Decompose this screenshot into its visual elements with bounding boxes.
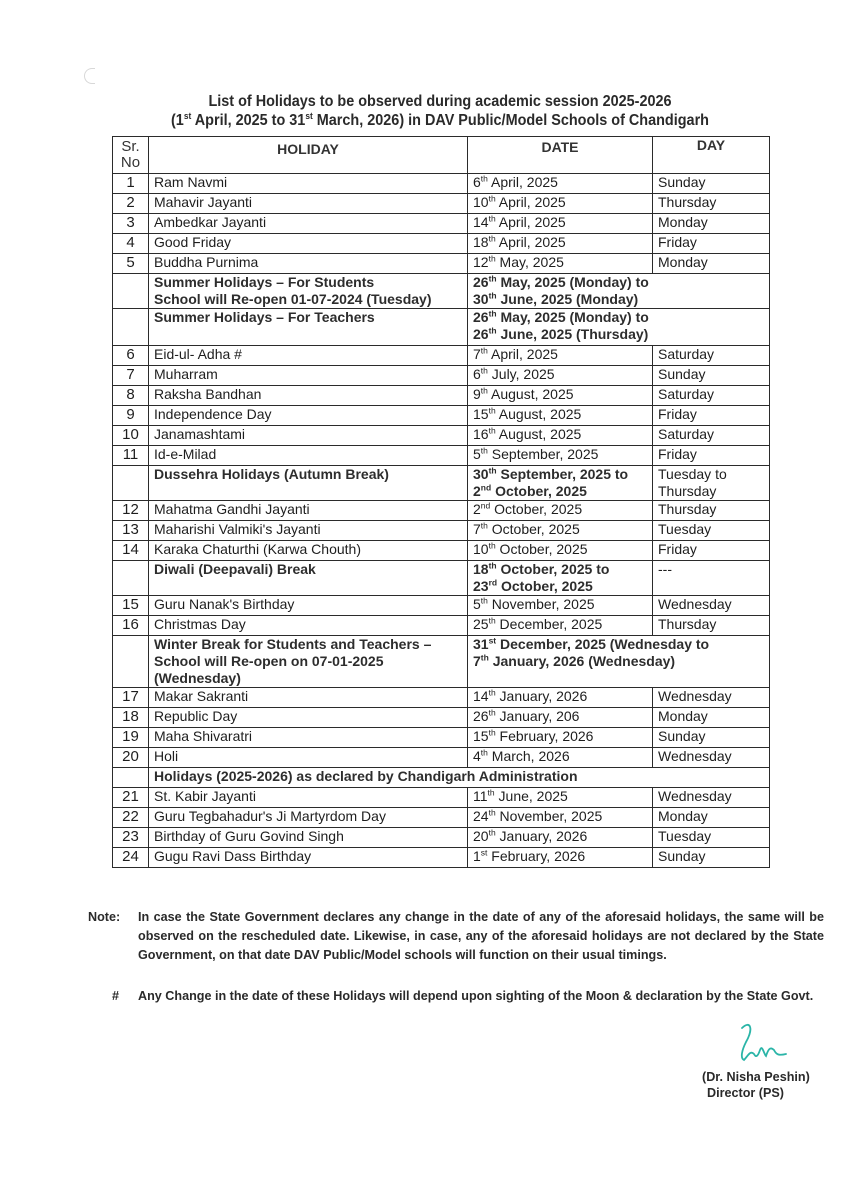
- table-row: [113, 688, 770, 708]
- document-title: [124, 92, 756, 130]
- sr-no: 11: [113, 446, 149, 466]
- sr-no: 12: [113, 501, 149, 521]
- note: [88, 908, 824, 965]
- holiday-day: Sunday: [653, 366, 770, 386]
- table-row: [113, 346, 770, 366]
- winter-break-row: [113, 636, 770, 688]
- sr-no: 23: [113, 828, 149, 848]
- table-row: [113, 386, 770, 406]
- note-text: In case the State Government declares any change in the date of any of the aforesaid holidays, the same will be observed on the rescheduled date. Likewise, in case, any of the aforesaid holidays are not declared by the State Government, on that date DAV Public/Model schools will function on their usual timings.: [138, 910, 824, 962]
- holiday-date: 4th March, 2026: [468, 748, 653, 768]
- holiday-name: Summer Holidays – For Students School will Re-open 01-07-2024 (Tuesday): [149, 274, 468, 309]
- sr-no: 16: [113, 616, 149, 636]
- holiday-name: Ram Navmi: [149, 174, 468, 194]
- sr-no: 8: [113, 386, 149, 406]
- holiday-date: 16th August, 2025: [468, 426, 653, 446]
- holiday-name: Summer Holidays – For Teachers: [149, 309, 468, 346]
- holiday-name: Ambedkar Jayanti: [149, 214, 468, 234]
- holiday-date: 10th April, 2025: [468, 194, 653, 214]
- table-row: [113, 748, 770, 768]
- table-row: [113, 426, 770, 446]
- holiday-name: Guru Nanak's Birthday: [149, 596, 468, 616]
- holiday-date: 7th April, 2025: [468, 346, 653, 366]
- holiday-day: Tuesday: [653, 521, 770, 541]
- holiday-name: Muharram: [149, 366, 468, 386]
- sr-no: 15: [113, 596, 149, 616]
- holiday-name: Raksha Bandhan: [149, 386, 468, 406]
- note-label: Note:: [88, 910, 121, 924]
- table-row: [113, 234, 770, 254]
- holiday-day: Friday: [653, 406, 770, 426]
- holiday-day: Sunday: [653, 174, 770, 194]
- sr-no: 19: [113, 728, 149, 748]
- table-row: [113, 788, 770, 808]
- holiday-name: Buddha Purnima: [149, 254, 468, 274]
- table-row: [113, 446, 770, 466]
- holiday-date: 18th October, 2025 to 23rd October, 2025: [468, 561, 653, 596]
- holiday-name: Birthday of Guru Govind Singh: [149, 828, 468, 848]
- holiday-date: 30th September, 2025 to 2nd October, 2025: [468, 466, 653, 501]
- holiday-day: Saturday: [653, 426, 770, 446]
- table-row: [113, 501, 770, 521]
- table-row: [113, 254, 770, 274]
- holiday-day: Friday: [653, 541, 770, 561]
- sr-no: 5: [113, 254, 149, 274]
- holiday-date: 1st February, 2026: [468, 848, 653, 868]
- table-header-row: [113, 137, 770, 174]
- moon-sighting-note: [112, 987, 824, 1006]
- table-row: [113, 214, 770, 234]
- holiday-date: 31st December, 2025 (Wednesday to 7th January, 2026 (Wednesday): [468, 636, 770, 688]
- table-body: [113, 174, 770, 868]
- holiday-day: Monday: [653, 214, 770, 234]
- holiday-day: Monday: [653, 708, 770, 728]
- sr-no: 6: [113, 346, 149, 366]
- holiday-name: Independence Day: [149, 406, 468, 426]
- table-row: [113, 596, 770, 616]
- holiday-name: Janamashtami: [149, 426, 468, 446]
- diwali-row: [113, 561, 770, 596]
- sr-no: 1: [113, 174, 149, 194]
- holiday-date: 5th November, 2025: [468, 596, 653, 616]
- sr-no: 20: [113, 748, 149, 768]
- header-day: DAY: [653, 137, 770, 174]
- holiday-name: Maharishi Valmiki's Jayanti: [149, 521, 468, 541]
- holiday-day: Monday: [653, 254, 770, 274]
- holiday-day: Friday: [653, 234, 770, 254]
- table-row: [113, 616, 770, 636]
- sr-no: 22: [113, 808, 149, 828]
- holiday-day: Saturday: [653, 346, 770, 366]
- holiday-name: Winter Break for Students and Teachers – School will Re-open on 07-01-2025 (Wednesday): [149, 636, 468, 688]
- scan-artifact: [84, 68, 95, 84]
- holiday-date: 11th June, 2025: [468, 788, 653, 808]
- sr-no: 14: [113, 541, 149, 561]
- holiday-day: Saturday: [653, 386, 770, 406]
- holiday-day: Wednesday: [653, 748, 770, 768]
- holiday-name: Maha Shivaratri: [149, 728, 468, 748]
- holiday-date: 20th January, 2026: [468, 828, 653, 848]
- table-row: [113, 828, 770, 848]
- holiday-date: 2nd October, 2025: [468, 501, 653, 521]
- holiday-name: Makar Sakranti: [149, 688, 468, 708]
- sr-no: 17: [113, 688, 149, 708]
- holiday-date: 10th October, 2025: [468, 541, 653, 561]
- holiday-date: 6th July, 2025: [468, 366, 653, 386]
- holiday-date: 9th August, 2025: [468, 386, 653, 406]
- holiday-day: Wednesday: [653, 788, 770, 808]
- holiday-date: 25th December, 2025: [468, 616, 653, 636]
- holiday-date: 14th January, 2026: [468, 688, 653, 708]
- holiday-day: Wednesday: [653, 688, 770, 708]
- sr-no: 9: [113, 406, 149, 426]
- holiday-day: Wednesday: [653, 596, 770, 616]
- header-sr-no: Sr. No: [113, 137, 149, 174]
- holiday-name: Republic Day: [149, 708, 468, 728]
- hash-label: #: [112, 989, 120, 1003]
- holiday-date: 26th May, 2025 (Monday) to 26th June, 2025 (Thursday): [468, 309, 770, 346]
- holiday-date: 14th April, 2025: [468, 214, 653, 234]
- holiday-date: 15th August, 2025: [468, 406, 653, 426]
- holiday-day: Sunday: [653, 848, 770, 868]
- table-row: [113, 406, 770, 426]
- holiday-name: Diwali (Deepavali) Break: [149, 561, 468, 596]
- holiday-table: [112, 136, 770, 868]
- table-row: [113, 174, 770, 194]
- signature-icon: [728, 1020, 788, 1070]
- holiday-date: 26th May, 2025 (Monday) to 30th June, 2025 (Monday): [468, 274, 770, 309]
- holiday-name: Guru Tegbahadur's Ji Martyrdom Day: [149, 808, 468, 828]
- holiday-date: 26th January, 206: [468, 708, 653, 728]
- sr-no: 7: [113, 366, 149, 386]
- hash-note-text: Any Change in the date of these Holidays will depend upon sighting of the Moon & declaration by the State Govt.: [138, 989, 814, 1003]
- table-row: [113, 808, 770, 828]
- sr-no: 4: [113, 234, 149, 254]
- header-holiday: HOLIDAY: [149, 137, 468, 174]
- holiday-day: Tuesday to Thursday: [653, 466, 770, 501]
- holiday-date: 24th November, 2025: [468, 808, 653, 828]
- holiday-date: 7th October, 2025: [468, 521, 653, 541]
- holiday-name: Dussehra Holidays (Autumn Break): [149, 466, 468, 501]
- holiday-name: Holi: [149, 748, 468, 768]
- table-row: [113, 521, 770, 541]
- signatory-title: Director (PS): [707, 1086, 784, 1100]
- sr-no: 21: [113, 788, 149, 808]
- holiday-name: Mahatma Gandhi Jayanti: [149, 501, 468, 521]
- sr-no: 13: [113, 521, 149, 541]
- holiday-name: Id-e-Milad: [149, 446, 468, 466]
- holiday-name: Eid-ul- Adha #: [149, 346, 468, 366]
- table-row: [113, 541, 770, 561]
- summer-teachers-row: [113, 309, 770, 346]
- sr-no: 18: [113, 708, 149, 728]
- holiday-day: Thursday: [653, 501, 770, 521]
- signatory-name: (Dr. Nisha Peshin): [702, 1070, 810, 1084]
- table-row: [113, 194, 770, 214]
- holiday-date: 15th February, 2026: [468, 728, 653, 748]
- holiday-day: Friday: [653, 446, 770, 466]
- header-date: DATE: [468, 137, 653, 174]
- holiday-name: St. Kabir Jayanti: [149, 788, 468, 808]
- holiday-date: 6th April, 2025: [468, 174, 653, 194]
- holiday-day: Monday: [653, 808, 770, 828]
- table-row: [113, 366, 770, 386]
- table-row: [113, 728, 770, 748]
- holiday-day: ---: [653, 561, 770, 596]
- holiday-name: Mahavir Jayanti: [149, 194, 468, 214]
- holiday-day: Tuesday: [653, 828, 770, 848]
- holiday-day: Sunday: [653, 728, 770, 748]
- sr-no: 10: [113, 426, 149, 446]
- title-line-1: List of Holidays to be observed during academic session 2025-2026: [208, 93, 672, 110]
- holiday-name: Gugu Ravi Dass Birthday: [149, 848, 468, 868]
- section-heading: Holidays (2025-2026) as declared by Chandigarh Administration: [149, 768, 770, 788]
- admin-section-row: [113, 768, 770, 788]
- holiday-day: Thursday: [653, 194, 770, 214]
- holiday-date: 5th September, 2025: [468, 446, 653, 466]
- holiday-name: Good Friday: [149, 234, 468, 254]
- sr-no: 3: [113, 214, 149, 234]
- holiday-date: 12th May, 2025: [468, 254, 653, 274]
- title-line-2: (1st April, 2025 to 31st March, 2026) in DAV Public/Model Schools of Chandigarh: [170, 110, 709, 129]
- sr-no: 24: [113, 848, 149, 868]
- sr-no: 2: [113, 194, 149, 214]
- holiday-date: 18th April, 2025: [468, 234, 653, 254]
- holiday-name: Christmas Day: [149, 616, 468, 636]
- table-row: [113, 848, 770, 868]
- holiday-day: Thursday: [653, 616, 770, 636]
- holiday-name: Karaka Chaturthi (Karwa Chouth): [149, 541, 468, 561]
- table-row: [113, 708, 770, 728]
- dussehra-row: [113, 466, 770, 501]
- summer-students-row: [113, 274, 770, 309]
